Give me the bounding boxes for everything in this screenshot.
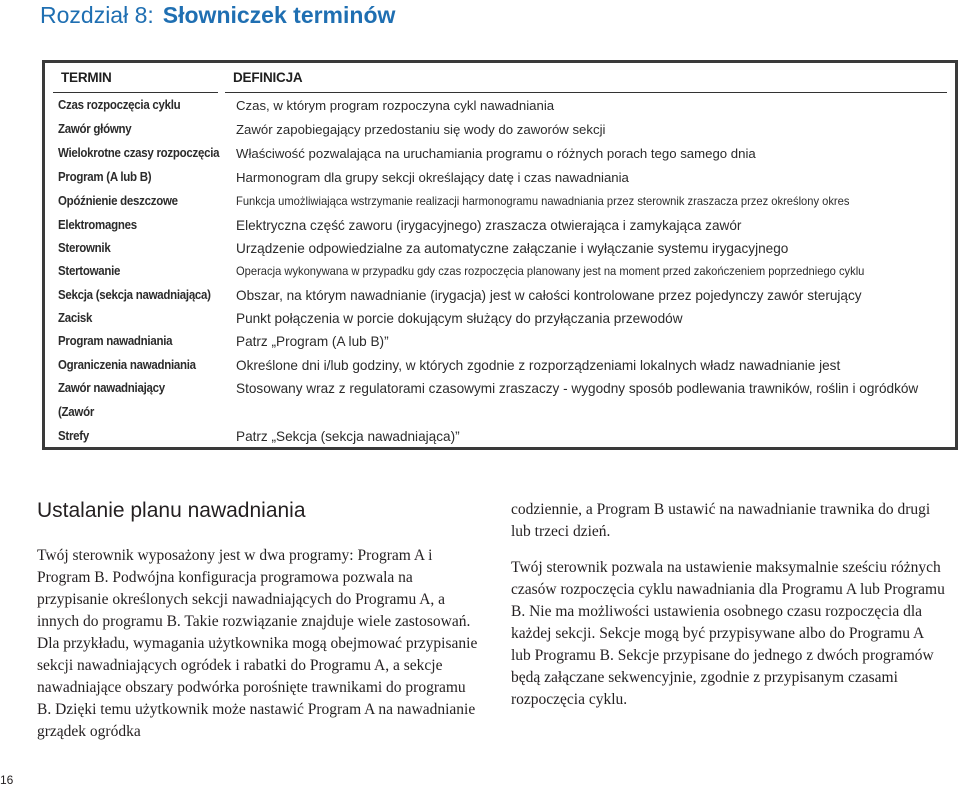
glossary-definition: Zawór zapobiegający przedostaniu się wody do zaworów sekcji [236, 122, 606, 137]
glossary-row [45, 98, 955, 120]
body-paragraph: Twój sterownik pozwala na ustawienie maksymalnie sześciu różnych czasów rozpoczęcia cyklu nawadniania dla Programu A lub Programu B. Nie ma możliwości ustawienia osobnego czasu rozpoczęcia dla każdej sekcji. Sekcje mogą być przypisywane albo do Programu A lub Programu B. Sekcje przypisane do jednego z dwóch programów będą załączane sekwencyjnie, zgodnie z przypisanym czasami rozpoczęcia cyklu. [511, 559, 945, 708]
glossary-row [45, 429, 955, 451]
glossary-row [45, 405, 955, 427]
glossary-row [45, 358, 955, 380]
glossary-definition: Właściwość pozwalająca na uruchamiania programu o różnych porach tego samego dnia [236, 146, 756, 161]
glossary-definition: Patrz „Program (A lub B)” [236, 334, 389, 349]
glossary-definition: Urządzenie odpowiedzialne za automatyczne załączanie i wyłączanie systemu irygacyjnego [236, 241, 789, 256]
glossary-row [45, 381, 955, 403]
header-divider-term [53, 92, 218, 93]
body-paragraph: codziennie, a Program B ustawić na nawadnianie trawnika do drugi lub trzeci dzień. [511, 501, 931, 540]
glossary-definition: Funkcja umożliwiająca wstrzymanie realizacji harmonogramu nawadniania przez sterownik zraszacza przez określony okres [236, 194, 850, 208]
glossary-term: Ograniczenia nawadniania [58, 358, 196, 372]
glossary-definition: Harmonogram dla grupy sekcji określający datę i czas nawadniania [236, 170, 629, 185]
glossary-definition: Obszar, na którym nawadnianie (irygacja) jest w całości kontrolowane przez pojedynczy zawór sterujący [236, 288, 862, 303]
header-divider-definition [225, 92, 947, 93]
glossary-definition: Elektryczna część zaworu (irygacyjnego) zraszacza otwierająca i zamykająca zawór [236, 218, 742, 233]
glossary-term: Strefy [58, 429, 89, 443]
glossary-term: Opóźnienie deszczowe [58, 194, 178, 208]
body-paragraph: Twój sterownik wyposażony jest w dwa programy: Program A i Program B. Podwójna konfiguracja programowa pozwala na przypisanie określonych sekcji nawadniających do Programu A, a innych do programu B. Takie rozwiązanie znajduje wiele zastosowań. Dla przykładu, wymagania użytkownika mogą obejmować przypisanie sekcji nawadniających ogródek i rabatki do Programu A, a sekcje nawadniające obszary podwórka porośnięte trawnikami do programu B. Dzięki temu użytkownik może nastawić Program A na nawadnianie grządek ogródka [37, 547, 478, 740]
glossary-definition: Operacja wykonywana w przypadku gdy czas rozpoczęcia planowany jest na moment przed zakończeniem poprzedniego cyklu [236, 264, 865, 278]
glossary-row [45, 311, 955, 333]
glossary-definition: Punkt połączenia w porcie dokującym służący do przyłączania przewodów [236, 311, 683, 326]
glossary-definition: Stosowany wraz z regulatorami czasowymi zraszaczy - wygodny sposób podlewania trawników, roślin i ogródków [236, 381, 919, 396]
glossary-term: Wielokrotne czasy rozpoczęcia [58, 146, 220, 160]
glossary-row [45, 218, 955, 240]
glossary-row [45, 241, 955, 263]
term-column-header: TERMIN [61, 70, 112, 85]
glossary-row [45, 288, 955, 310]
glossary-row [45, 264, 955, 286]
glossary-definition: Określone dni i/lub godziny, w których zgodnie z rozporządzeniami lokalnych władz nawadnianie jest [236, 358, 841, 373]
glossary-term: (Zawór [58, 405, 95, 419]
glossary-term: Program nawadniania [58, 334, 173, 348]
glossary-term: Sterownik [58, 241, 111, 255]
glossary-row [45, 334, 955, 356]
section-title: Ustalanie planu nawadniania [37, 499, 306, 522]
glossary-table [42, 60, 958, 450]
glossary-term: Stertowanie [58, 264, 121, 278]
glossary-row [45, 194, 955, 216]
glossary-row [45, 122, 955, 144]
glossary-row [45, 146, 955, 168]
glossary-term: Program (A lub B) [58, 170, 152, 184]
chapter-label: Rozdział 8: [40, 2, 154, 28]
glossary-term: Czas rozpoczęcia cyklu [58, 98, 181, 112]
glossary-definition: Patrz „Sekcja (sekcja nawadniająca)” [236, 429, 460, 444]
definition-column-header: DEFINICJA [233, 70, 303, 85]
page-number: 16 [0, 773, 14, 787]
glossary-term: Zacisk [58, 311, 93, 325]
right-column [511, 499, 945, 711]
glossary-row [45, 170, 955, 192]
glossary-term: Sekcja (sekcja nawadniająca) [58, 288, 211, 302]
left-column [37, 545, 481, 743]
glossary-term: Zawór nawadniający [58, 381, 165, 395]
glossary-header [45, 70, 955, 88]
glossary-term: Elektromagnes [58, 218, 137, 232]
glossary-term: Zawór główny [58, 122, 132, 136]
glossary-definition: Czas, w którym program rozpoczyna cykl nawadniania [236, 98, 555, 113]
chapter-title [40, 2, 395, 29]
chapter-title-text: Słowniczek terminów [162, 2, 396, 28]
